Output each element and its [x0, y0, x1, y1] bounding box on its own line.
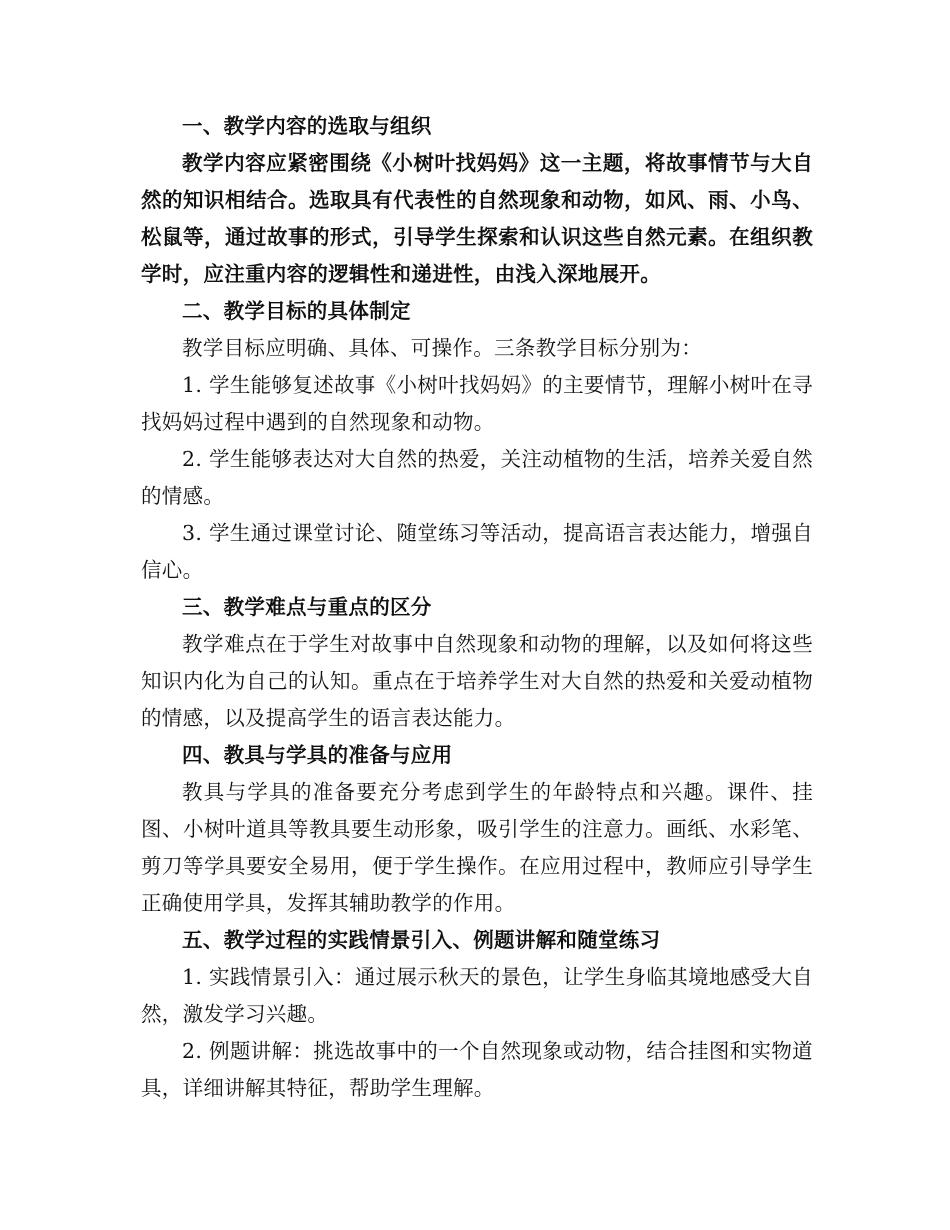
process-step-2: 2. 例题讲解：挑选故事中的一个自然现象或动物，结合挂图和实物道具，详细讲解其特征，帮助学生理解。: [141, 1039, 813, 1100]
section-heading-3: 三、教学难点与重点的区分: [182, 595, 432, 619]
objective-1: 1. 学生能够复述故事《小树叶找妈妈》的主要情节，理解小树叶在寻找妈妈过程中遇到的自然现象和动物。: [141, 373, 813, 434]
section-heading-5: 五、教学过程的实践情景引入、例题讲解和随堂练习: [182, 928, 661, 952]
section-3-body: 教学难点在于学生对故事中自然现象和动物的理解，以及如何将这些知识内化为自己的认知。重点在于培养学生对大自然的热爱和关爱动植物的情感，以及提高学生的语言表达能力。: [141, 632, 813, 730]
section-1-body: 教学内容应紧密围绕《小树叶找妈妈》这一主题，将故事情节与大自然的知识相结合。选取具有代表性的自然现象和动物，如风、雨、小鸟、松鼠等，通过故事的形式，引导学生探索和认识这些自然元素。在组织教学时，应注重内容的逻辑性和递进性，由浅入深地展开。: [141, 151, 813, 286]
process-step-1: 1. 实践情景引入：通过展示秋天的景色，让学生身临其境地感受大自然，激发学习兴趣。: [141, 965, 813, 1026]
objective-3: 3. 学生通过课堂讨论、随堂练习等活动，提高语言表达能力，增强自信心。: [141, 521, 813, 582]
section-heading-4: 四、教具与学具的准备与应用: [182, 743, 453, 767]
section-2-intro: 教学目标应明确、具体、可操作。三条教学目标分别为：: [182, 336, 702, 360]
section-4-body: 教具与学具的准备要充分考虑到学生的年龄特点和兴趣。课件、挂图、小树叶道具等教具要生动形象，吸引学生的注意力。画纸、水彩笔、剪刀等学具要安全易用，便于学生操作。在应用过程中，教师应引导学生正确使用学具，发挥其辅助教学的作用。: [141, 780, 813, 915]
section-heading-1: 一、教学内容的选取与组织: [182, 114, 432, 138]
objective-2: 2. 学生能够表达对大自然的热爱，关注动植物的生活，培养关爱自然的情感。: [141, 447, 813, 508]
document-body: [141, 108, 813, 1107]
section-heading-2: 二、教学目标的具体制定: [182, 299, 411, 323]
